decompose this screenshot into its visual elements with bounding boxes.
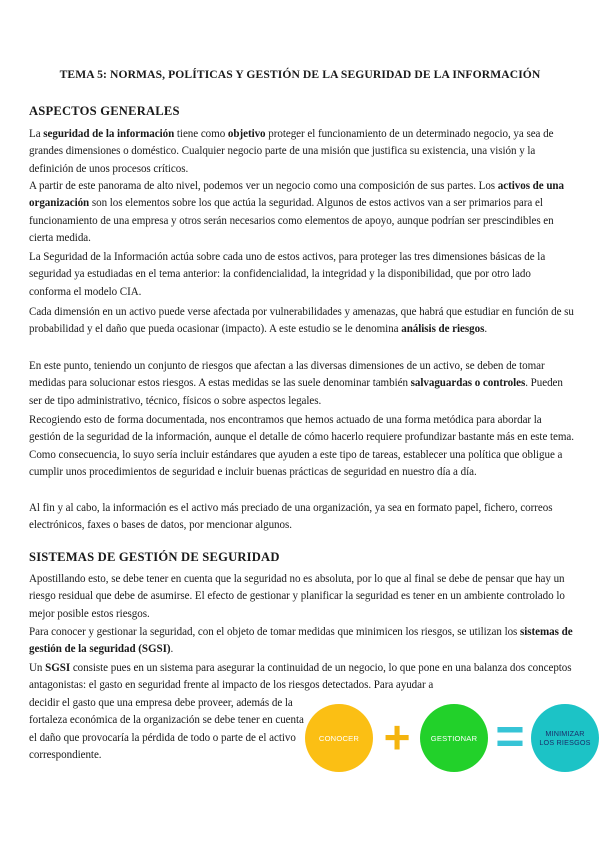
equals-icon: = [495,708,525,764]
conocer-circle: CONOCER [305,704,373,772]
minimizar-riesgos-circle: MINIMIZAR LOS RIESGOS [531,704,599,772]
section-heading-sistemas-gestion: SISTEMAS DE GESTIÓN DE SEGURIDAD [29,550,280,564]
paragraph: Cada dimensión en un activo puede verse afectada por vulnerabilidades y amenazas, que habrá que estudiar en función de su probabilidad y el daño que pueda ocasionar (impacto). A este estudio se le denomina análisis de riesgos. [29,306,574,336]
document-title: TEMA 5: NORMAS, POLÍTICAS Y GESTIÓN DE LA SEGURIDAD DE LA INFORMACIÓN [59,68,541,81]
sgsi-equation-diagram [305,698,597,774]
plus-icon: + [383,711,411,763]
paragraph: Apostillando esto, se debe tener en cuenta que la seguridad no es absoluta, por lo que al final se debe de pensar que hay un riesgo residual que debe de asumirse. El efecto de gestionar y planificar la seguridad es tener en un ambiente controlado lo mejor posible estos riesgos. [29,573,565,620]
paragraph: A partir de este panorama de alto nivel, podemos ver un negocio como una composición de sus partes. Los activos de una organización son los elementos sobre los que actúa la seguridad. Algunos de estos activos van a ser primarios para el funcionamiento de una empresa y otros serán necesarios como elementos de apoyo, aunque podrían ser prescindibles en cierta medida. [29,180,564,245]
gestionar-circle: GESTIONAR [420,704,488,772]
paragraph: Para conocer y gestionar la seguridad, con el objeto de tomar medidas que minimicen los riesgos, se utilizan los sistemas de gestión de la seguridad (SGSI). [29,626,573,656]
paragraph: Al fin y al cabo, la información es el activo más preciado de una organización, ya sea en formato papel, fichero, correos electrónicos, faxes o bases de datos, por mencionar algunos. [29,502,553,532]
paragraph: decidir el gasto que una empresa debe proveer, además de la fortaleza económica de la organización se debe tener en cuenta el daño que provocaría la pérdida de todo o parte de el activo correspondiente. [29,697,304,762]
paragraph: La Seguridad de la Información actúa sobre cada uno de estos activos, para proteger las tres dimensiones básicas de la seguridad ya estudiadas en el tema anterior: la confidencialidad, la integridad y la disponibilidad, que por otro lado conforma el modelo CIA. [29,251,546,298]
section-heading-aspectos-generales: ASPECTOS GENERALES [29,104,180,118]
paragraph: Recogiendo esto de forma documentada, nos encontramos que hemos actuado de una forma metódica para abordar la gestión de la seguridad de la información, aunque el detalle de cómo hacerlo requiere profundizar bastante más en este tema. Como consecuencia, lo suyo sería incluir estándares que ayuden a este tipo de tareas, establecer una política que obligue a cumplir unos procedimientos de seguridad e incluir buenas prácticas de seguridad en nuestro día a día. [29,414,574,479]
paragraph: En este punto, teniendo un conjunto de riesgos que afectan a las diversas dimensiones de un activo, se deben de tomar medidas para solucionar estos riesgos. A estas medidas se las suele denominar también salvaguardas o controles. Pueden ser de tipo administrativo, técnico, físicos o sobre aspectos legales. [29,360,563,407]
paragraph: La seguridad de la información tiene como objetivo proteger el funcionamiento de un determinado negocio, ya sea de grandes dimensiones o doméstico. Cualquier negocio parte de una misión que justifica su existencia, una visión y la definición de unos procesos críticos. [29,128,554,175]
paragraph: Un SGSI consiste pues en un sistema para asegurar la continuidad de un negocio, lo que pone en una balanza dos conceptos antagonistas: el gasto en seguridad frente al impacto de los riesgos detectados. Para ayudar a [29,662,572,692]
